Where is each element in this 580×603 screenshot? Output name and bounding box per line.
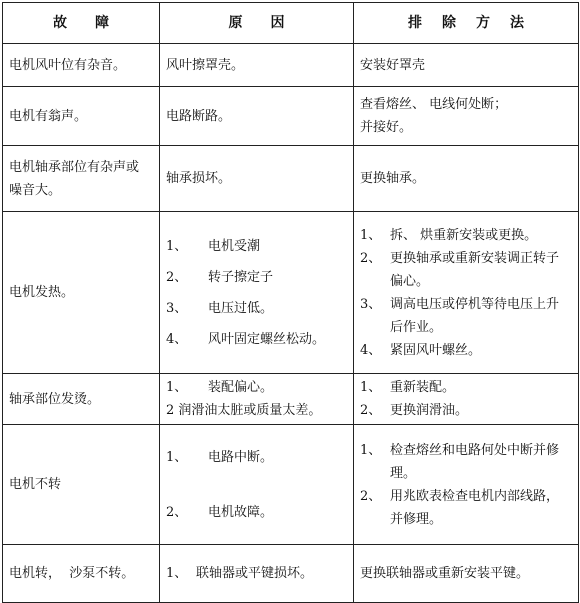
item-number: 4、: [360, 342, 382, 358]
header-fault-char: 故: [53, 14, 67, 31]
fault-text: 电机风叶位有杂音。: [9, 57, 127, 73]
item-number: 1、: [360, 442, 382, 458]
table-row: [3, 87, 579, 146]
item-number: 4、: [166, 331, 188, 347]
item-text: 重新装配。: [390, 380, 456, 395]
header-fault-char: 障: [95, 14, 109, 31]
fault-cell: [3, 44, 160, 87]
cause-text: 轴承损坏。: [166, 171, 232, 186]
item-number: 2、: [166, 269, 188, 285]
cause-item: [166, 235, 347, 258]
remedy-item: [360, 247, 572, 270]
remedy-cell: [354, 425, 579, 545]
fault-table: [2, 2, 579, 603]
cause-cell: [160, 425, 354, 545]
item-text: 电路中断。: [208, 449, 274, 465]
fault-text: 电机转， 沙泵不转。: [9, 566, 135, 581]
remedy-text: 查看熔丝、 电线何处断；: [360, 97, 508, 112]
cause-cell: [160, 44, 354, 87]
item-text: 风叶固定螺丝松动。: [208, 331, 326, 347]
cause-text: 风叶擦罩壳。: [166, 57, 245, 73]
cause-item: [166, 376, 347, 399]
remedy-item: [360, 399, 572, 422]
cause-item: [166, 501, 347, 524]
table-row: [3, 44, 579, 87]
remedy-cell: [354, 44, 579, 87]
header-fault: [3, 3, 160, 44]
table-row: [3, 212, 579, 374]
fault-cell: [3, 425, 160, 545]
item-number: 2、: [166, 504, 188, 520]
remedy-cell: [354, 87, 579, 146]
cause-item: [166, 328, 347, 351]
item-text: 紧固风叶螺丝。: [390, 342, 482, 358]
item-number: 2、: [360, 403, 382, 418]
item-text: 更换润滑油。: [390, 403, 469, 418]
item-continuation: 后作业。: [390, 319, 443, 335]
cause-item: [166, 266, 347, 289]
remedy-item: [360, 439, 572, 462]
header-cause-char: 因: [270, 14, 285, 31]
item-text: 拆、 烘重新安装或更换。: [390, 227, 538, 243]
header-remedy-char: 排: [408, 14, 422, 31]
item-text: 更换轴承或重新安装调正转子: [390, 250, 560, 266]
remedy-item: [360, 485, 572, 508]
cause-cell: [160, 545, 354, 603]
item-continuation: 偏心。: [390, 273, 430, 289]
remedy-text: 安装好罩壳: [360, 57, 426, 73]
table-row: [3, 545, 579, 603]
item-continuation: 理。: [390, 465, 417, 481]
remedy-cell: [354, 146, 579, 212]
item-number: 2、: [360, 488, 382, 504]
item-number: 1、: [360, 380, 382, 395]
item-number: 1、: [166, 566, 188, 581]
item-number: 3、: [166, 300, 188, 316]
remedy-cell: [354, 374, 579, 425]
fault-text: 电机轴承部位有杂声或: [9, 159, 140, 175]
item-text: 电机受潮: [208, 238, 261, 254]
cause-cell: [160, 87, 354, 146]
table-row: [3, 146, 579, 212]
item-number: 1、: [360, 227, 382, 243]
remedy-item: [360, 339, 572, 362]
item-text: 装配偏心。: [208, 380, 274, 395]
remedy-text: 更换联轴器或重新安装平键。: [360, 566, 530, 581]
cause-item: [166, 446, 347, 469]
cause-text: 电路断路。: [166, 108, 232, 124]
fault-text: 电机有翁声。: [9, 108, 88, 124]
remedy-item: [360, 376, 572, 399]
item-text: 转子擦定子: [208, 269, 274, 285]
item-continuation: 并修理。: [390, 511, 443, 527]
cause-text: 2 润滑油太脏或质量太差。: [166, 403, 322, 418]
item-text: 联轴器或平键损坏。: [196, 566, 314, 581]
header-remedy-char: 法: [510, 14, 524, 31]
table-row: [3, 425, 579, 545]
remedy-item: [360, 293, 572, 316]
fault-text: 轴承部位发烫。: [9, 391, 101, 407]
item-text: 调高电压或停机等待电压上升: [390, 296, 560, 312]
remedy-text: 并接好。: [360, 120, 413, 135]
fault-text: 电机发热。: [9, 285, 75, 300]
header-row: [3, 3, 579, 44]
fault-cell: [3, 374, 160, 425]
fault-text: 电机不转: [9, 477, 62, 492]
header-remedy: [354, 3, 579, 44]
cause-cell: [160, 212, 354, 374]
remedy-text: 更换轴承。: [360, 171, 426, 186]
item-number: 2、: [360, 250, 382, 266]
item-number: 1、: [166, 449, 188, 465]
fault-cell: [3, 545, 160, 603]
item-text: 用兆欧表检查电机内部线路，: [390, 488, 560, 504]
remedy-cell: [354, 212, 579, 374]
item-text: 检查熔丝和电路何处中断并修: [390, 442, 560, 458]
header-remedy-char: 方: [476, 14, 490, 31]
table-row: [3, 374, 579, 425]
fault-cell: [3, 146, 160, 212]
item-text: 电机故障。: [208, 504, 274, 520]
header-remedy-char: 除: [442, 14, 456, 31]
fault-cell: [3, 87, 160, 146]
cause-item: [166, 562, 347, 585]
fault-cell: [3, 212, 160, 374]
item-number: 3、: [360, 296, 382, 312]
header-cause: [160, 3, 354, 44]
fault-text: 噪音大。: [9, 182, 62, 198]
cause-item: [166, 297, 347, 320]
item-number: 1、: [166, 238, 188, 254]
cause-cell: [160, 146, 354, 212]
remedy-cell: [354, 545, 579, 603]
item-text: 电压过低。: [208, 300, 274, 316]
item-number: 1、: [166, 380, 188, 395]
remedy-item: [360, 224, 572, 247]
cause-cell: [160, 374, 354, 425]
header-cause-char: 原: [228, 14, 243, 31]
